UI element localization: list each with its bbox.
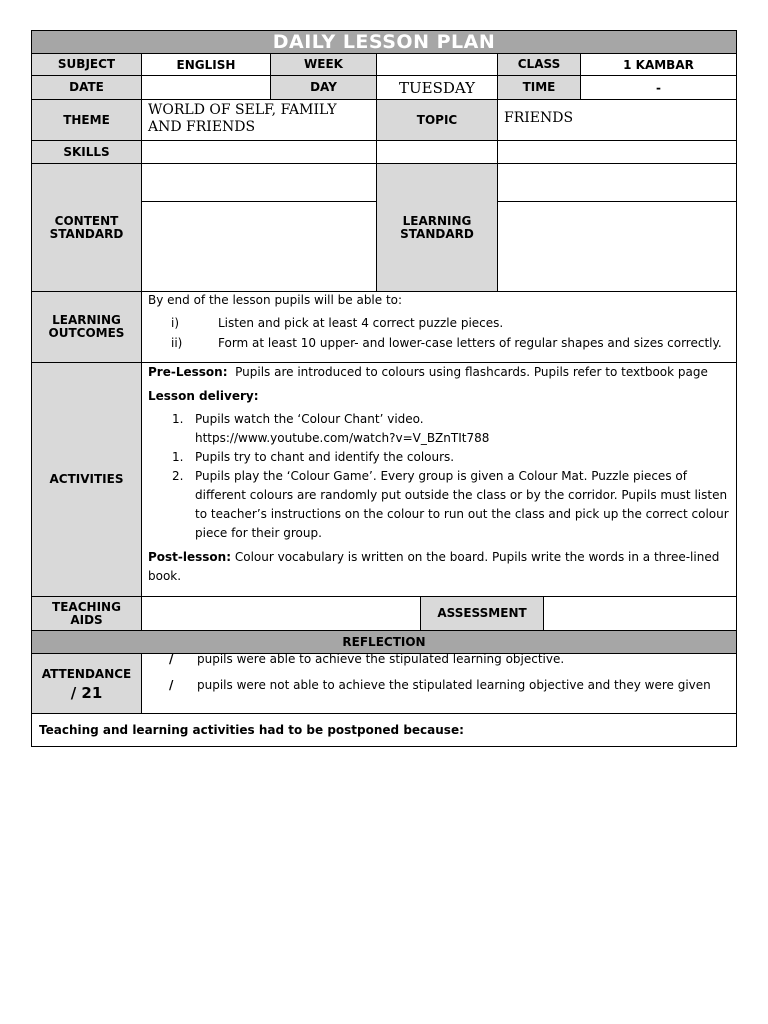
page-title: DAILY LESSON PLAN [31,30,737,54]
outcome-text-1: Listen and pick at least 4 correct puzzle pieces. [218,316,504,330]
step-text-3: Pupils play the ‘Colour Game’. Every group is given a Colour Mat. Puzzle pieces of different colours are randomly put outside the class or by the corridor. Pupils must listen to teacher’s instructions on the colour to run out the class and pick up the correct colour piece for their group. [195,469,729,540]
theme-value: WORLD OF SELF, FAMILY AND FRIENDS [141,99,377,141]
outcome-text-2: Form at least 10 upper- and lower-case letters of regular shapes and sizes correctly. [218,336,722,350]
activities-label: ACTIVITIES [31,362,142,597]
teaching-aids-label: TEACHING AIDS [31,596,142,631]
date-label: DATE [31,75,142,100]
teaching-aids-value [141,596,421,631]
attendance-cell [31,653,142,714]
subject-value: ENGLISH [141,53,271,76]
step-num-3: 2. [172,469,184,483]
skills-label: SKILLS [31,140,142,164]
post-lesson-label: Post-lesson: [148,550,232,564]
skills-cell-3 [497,140,737,164]
step-num-2: 1. [172,450,184,464]
postponed-cell [31,713,737,747]
post-lesson [148,548,732,586]
reflection-header: REFLECTION [31,630,737,654]
reflection-line-1: pupils were able to achieve the stipulated learning objective. [197,652,565,666]
class-value: 1 KAMBAR [580,53,737,76]
assessment-label: ASSESSMENT [420,596,544,631]
pre-lesson-text: Pupils are introduced to colours using flashcards. Pupils refer to textbook page [235,365,708,379]
content-standard-cell-top [141,163,377,202]
pre-lesson-label: Pre-Lesson: [148,365,228,379]
outcomes-intro: By end of the lesson pupils will be able to: [148,293,403,307]
date-value [141,75,271,100]
learning-standard-cell-bottom [497,201,737,292]
time-value: - [580,75,737,100]
step-text-1: Pupils watch the ‘Colour Chant’ video. [195,412,424,426]
week-value [376,53,498,76]
outcome-num-2: ii) [171,336,183,350]
learning-outcomes-body [141,291,737,363]
skills-cell-1 [141,140,377,164]
topic-value: FRIENDS [497,99,737,141]
reflection-mark-1: / [169,652,174,666]
post-lesson-text: Colour vocabulary is written on the board. Pupils write the words in a three-lined book. [148,550,720,583]
learning-outcomes-label: LEARNING OUTCOMES [31,291,142,363]
attendance-label: ATTENDANCE [41,666,132,681]
step-text-2: Pupils try to chant and identify the colours. [195,450,455,464]
content-standard-label: CONTENT STANDARD [31,163,142,292]
lesson-delivery-label: Lesson delivery: [148,389,259,403]
day-value: TUESDAY [376,75,498,100]
subject-label: SUBJECT [31,53,142,76]
learning-standard-cell-top [497,163,737,202]
content-standard-cell-bottom [141,201,377,292]
class-label: CLASS [497,53,581,76]
theme-label: THEME [31,99,142,141]
time-label: TIME [497,75,581,100]
pre-lesson [148,363,732,382]
attendance-value: / 21 [70,683,103,702]
reflection-line-2: pupils were not able to achieve the stipulated learning objective and they were given [197,678,711,692]
step-num-1: 1. [172,412,184,426]
assessment-value [543,596,737,631]
reflection-body [141,653,737,714]
reflection-mark-2: / [169,678,174,692]
topic-label: TOPIC [376,99,498,141]
outcome-num-1: i) [171,316,180,330]
lesson-plan-table [31,30,737,747]
week-label: WEEK [270,53,377,76]
learning-standard-label: LEARNING STANDARD [376,163,498,292]
skills-cell-2 [376,140,498,164]
video-link[interactable]: https://www.youtube.com/watch?v=V_BZnTIt788 [195,431,490,445]
day-label: DAY [270,75,377,100]
postponed-text: Teaching and learning activities had to be postponed because: [39,723,464,737]
activities-body [141,362,737,597]
